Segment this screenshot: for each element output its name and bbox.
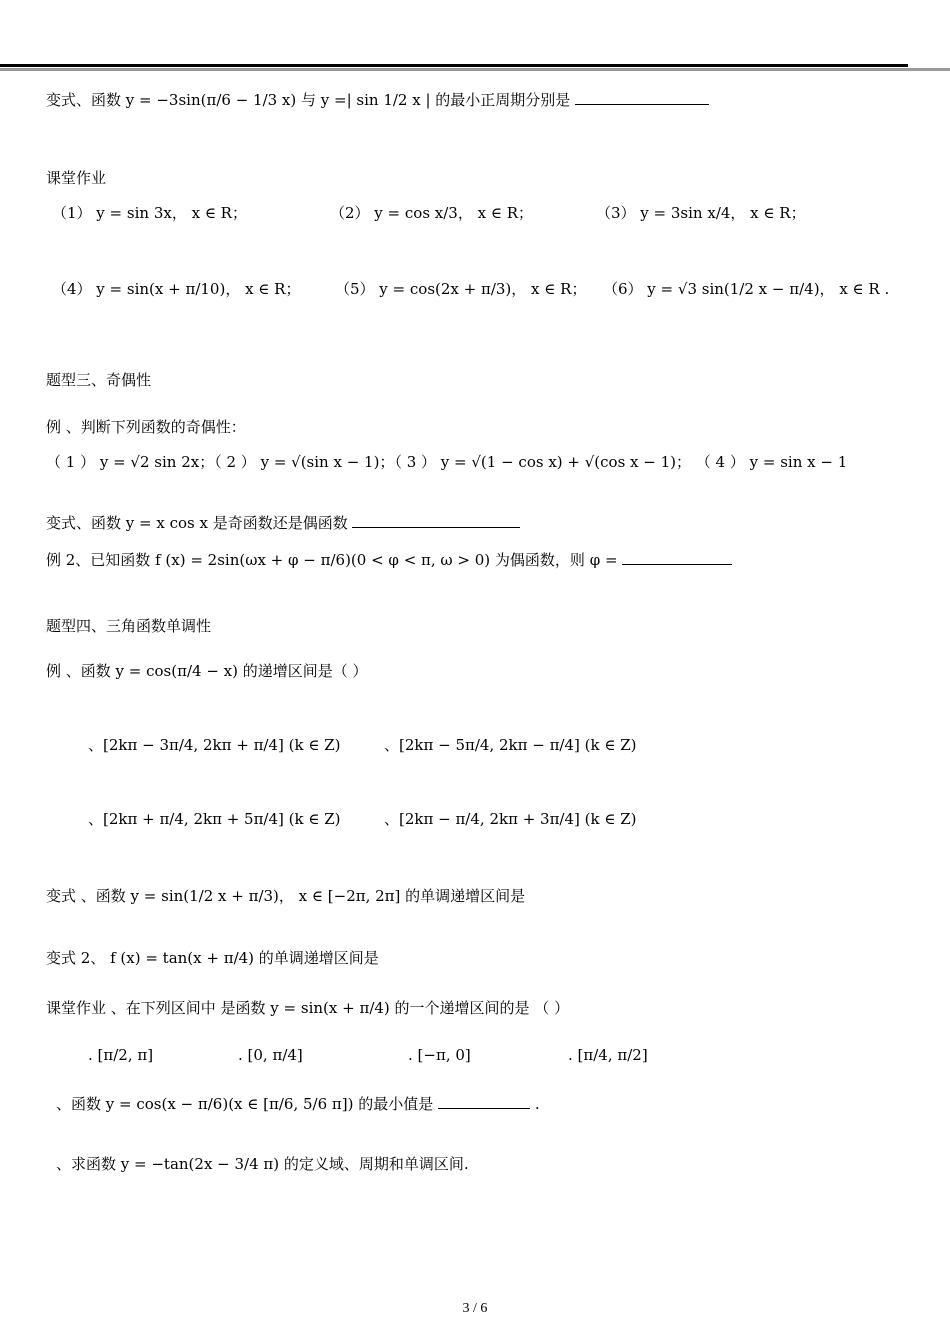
option-a: 、[2kπ − 3π/4, 2kπ + π/4] (k ∈ Z) (88, 736, 341, 754)
choice-b: . [0, π/4] (238, 1046, 303, 1064)
hw-item-1: （1） y = sin 3x， x ∈ R； (52, 204, 247, 222)
choice-a: . [π/2, π] (88, 1046, 154, 1064)
example-2-even-function: 例 2、已知函数 f (x) = 2sin(ωx + φ − π/6)(0 < φ < π, ω > 0) 为偶函数，则 φ = (46, 550, 732, 570)
hw-item-3: （3） y = 3sin x/4， x ∈ R； (596, 204, 806, 222)
answer-blank (352, 513, 520, 528)
answer-blank (438, 1094, 530, 1109)
example-parity: 例 、判断下列函数的奇偶性： (46, 418, 246, 436)
choice-d: . [π/4, π/2] (568, 1046, 648, 1064)
hw-item-2: （2） y = cos x/3， x ∈ R； (330, 204, 534, 222)
section-heading-parity: 题型三、奇偶性 (46, 371, 152, 389)
variant-period-question: 变式、函数 y = −3sin(π/6 − 1/3 x) 与 y =| sin 1/2 x | 的最小正周期分别是 (46, 90, 709, 110)
tan-domain-question: 、求函数 y = −tan(2x − 3/4 π) 的定义域、周期和单调区间. (56, 1155, 469, 1173)
answer-blank (575, 90, 709, 105)
variant-xcosx: 变式、函数 y = x cos x 是奇函数还是偶函数 (46, 513, 520, 533)
option-c: 、[2kπ + π/4, 2kπ + 5π/4] (k ∈ Z) (88, 810, 341, 828)
classwork-heading: 课堂作业 (46, 169, 107, 187)
section-heading-monotonic: 题型四、三角函数单调性 (46, 617, 212, 635)
option-b: 、[2kπ − 5π/4, 2kπ − π/4] (k ∈ Z) (384, 736, 637, 754)
header-rule-shadow (0, 68, 950, 71)
option-d: 、[2kπ − π/4, 2kπ + 3π/4] (k ∈ Z) (384, 810, 637, 828)
hw-item-6: （6） y = √3 sin(1/2 x − π/4)， x ∈ R . (603, 280, 890, 298)
hw-item-4: （4） y = sin(x + π/10)， x ∈ R； (52, 280, 301, 298)
classwork-question: 课堂作业 、在下列区间中 是函数 y = sin(x + π/4) 的一个递增区间的是 （ ） (46, 999, 570, 1017)
page-number: 3 / 6 (462, 1301, 488, 1316)
variant-sin-increasing: 变式 、函数 y = sin(1/2 x + π/3)， x ∈ [−2π, 2π] 的单调递增区间是 (46, 887, 526, 905)
choice-c: . [−π, 0] (408, 1046, 471, 1064)
header-rule (0, 64, 908, 67)
answer-blank (622, 550, 732, 565)
hw-item-5: （5） y = cos(2x + π/3)， x ∈ R； (335, 280, 587, 298)
variant-2-tan: 变式 2、 f (x) = tan(x + π/4) 的单调递增区间是 (46, 949, 379, 967)
example-increasing-interval: 例 、函数 y = cos(π/4 − x) 的递增区间是（ ） (46, 662, 368, 680)
cos-min-question: 、函数 y = cos(x − π/6)(x ∈ [π/6, 5/6 π]) 的最小值是 . (56, 1095, 540, 1113)
example-parity-items: （ 1 ） y = √2 sin 2x；（ 2 ） y = √(sin x − 1)；（ 3 ） y = √(1 − cos x) + √(cos x − 1)； （ 4 ） y = sin x − 1 (46, 453, 848, 471)
